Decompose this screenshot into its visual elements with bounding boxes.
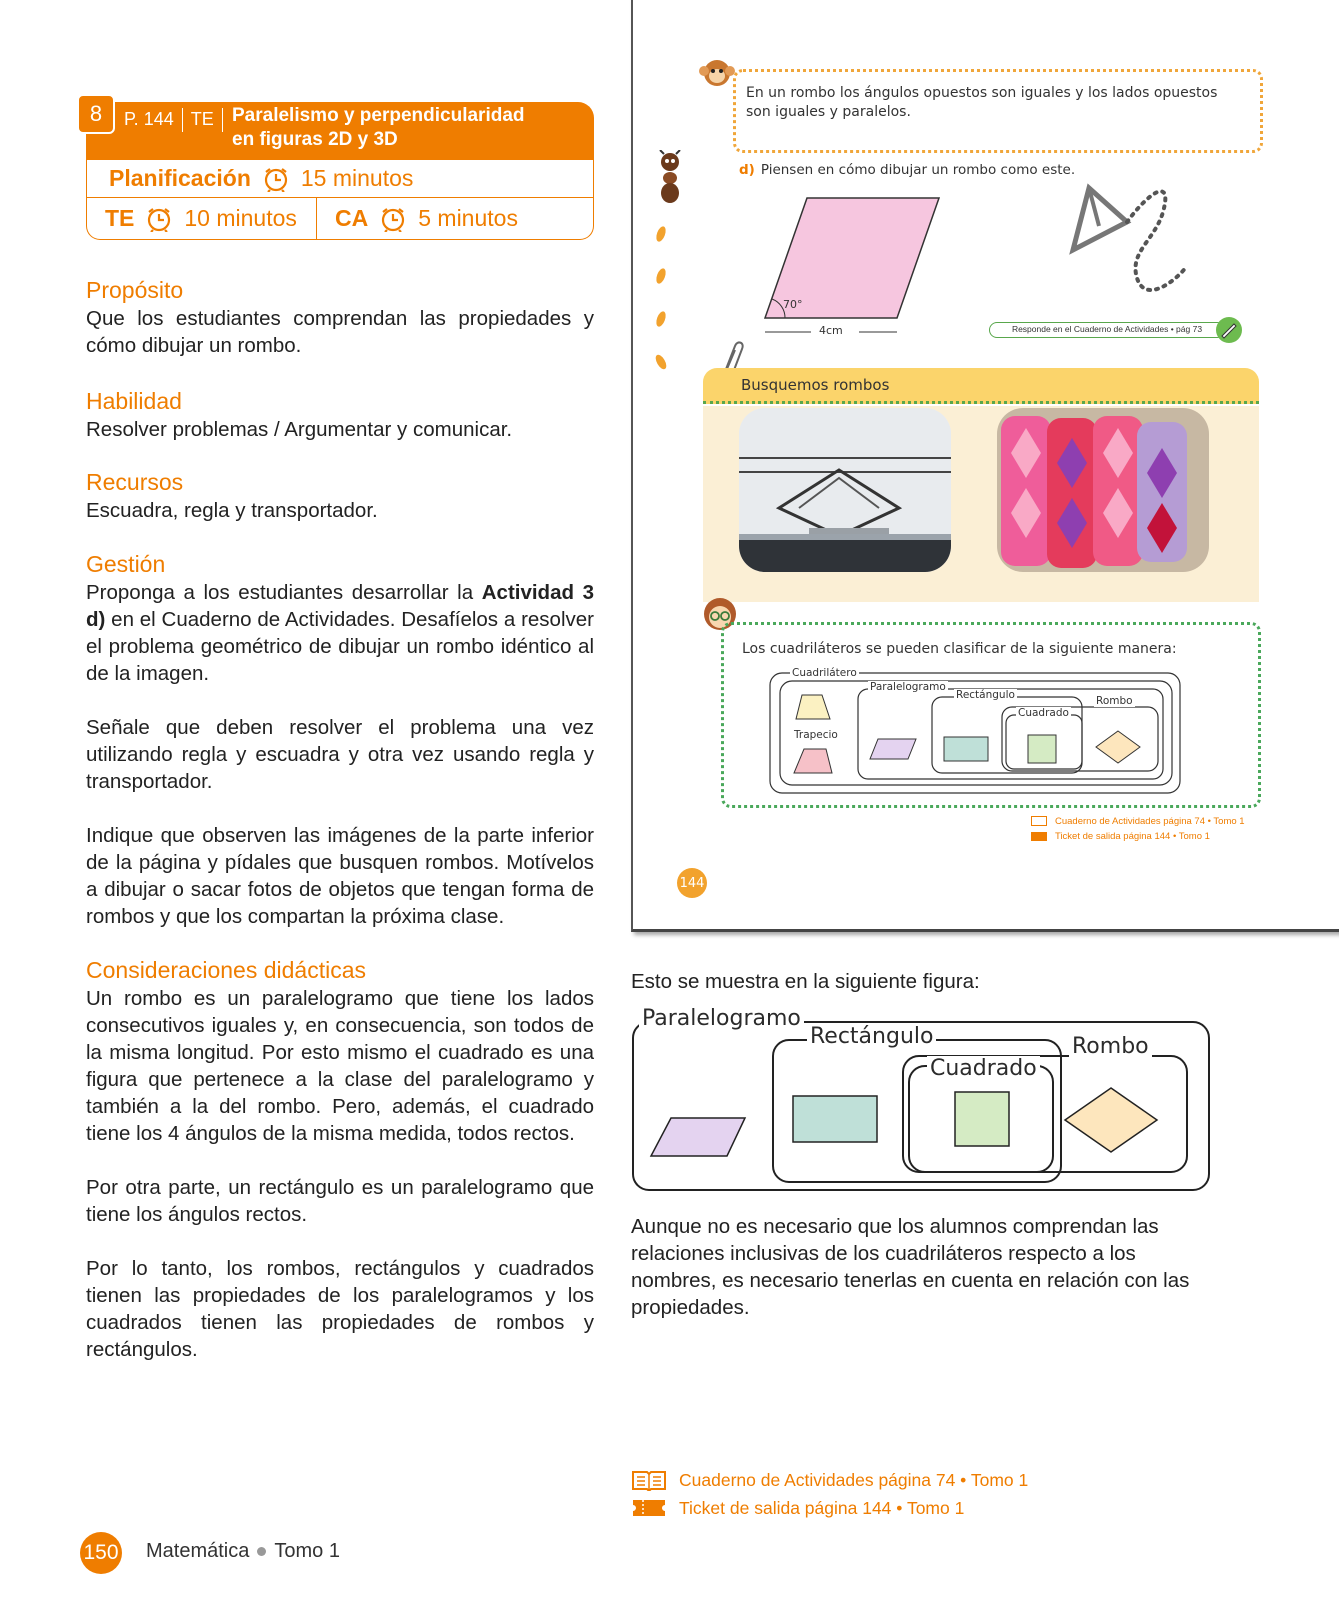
clock-icon (261, 166, 291, 192)
argyle-socks-photo (997, 408, 1209, 572)
gestion-p1-text-a: Proponga a los estudiantes desarrollar la (86, 581, 482, 604)
resource-links (631, 1466, 1028, 1522)
lesson-page-ref: P. 144 (124, 109, 174, 129)
clock-icon (144, 206, 174, 232)
inclusion-figure (631, 1002, 1211, 1192)
time-row (86, 198, 594, 240)
footer-bullet (257, 1547, 266, 1556)
activity-item-d (739, 162, 1075, 178)
footer-subject: Matemática (146, 1540, 250, 1562)
habilidad-section (86, 386, 594, 443)
cuaderno-link-text: Cuaderno de Actividades página 74 • Tomo 1 (679, 1469, 1029, 1490)
item-label: d) (739, 162, 755, 178)
ticket-icon (631, 1498, 667, 1518)
busquemos-header (703, 368, 1259, 404)
student-ticket-link[interactable] (1031, 829, 1245, 844)
lesson-title-line2: en figuras 2D y 3D (232, 129, 398, 150)
planning-time: 15 minutos (300, 165, 414, 191)
gestion-section (86, 549, 594, 930)
leaves-decoration-icon (653, 224, 669, 374)
proposito-section (86, 275, 594, 359)
figure-label-rectangulo: Rectángulo (807, 1024, 936, 1049)
student-cuaderno-text: Cuaderno de Actividades página 74 • Tomo 1 (1055, 816, 1245, 827)
student-ticket-text: Ticket de salida página 144 • Tomo 1 (1055, 831, 1210, 842)
diagram-label-cuadrilatero: Cuadrilátero (792, 667, 857, 679)
habilidad-text: Resolver problemas / Argumentar y comunicar. (86, 418, 513, 441)
lesson-number: 8 (77, 94, 115, 134)
te-time: 10 minutos (184, 205, 297, 231)
clock-icon (378, 206, 408, 232)
student-page-footer-links (1031, 814, 1245, 844)
page-number: 150 (80, 1532, 122, 1574)
ticket-link-text: Ticket de salida página 144 • Tomo 1 (679, 1497, 965, 1518)
gestion-paragraph-3: Indique que observen las imágenes de la parte inferior de la página y pídales que busquen rombos. Motívelos a dibujar o sacar fotos de objetos que tengan forma de rombos y que los compartan la próxima clase. (86, 824, 594, 928)
proposito-text: Que los estudiantes comprendan las propiedades y cómo dibujar un rombo. (86, 307, 594, 357)
open-book-icon (631, 1469, 667, 1491)
diagram-label-paralelogramo: Paralelogramo (870, 681, 946, 693)
figure-label-rombo: Rombo (1069, 1034, 1152, 1059)
consideraciones-paragraph-3: Por lo tanto, los rombos, rectángulos y cuadrados tienen las propiedades de los paralelogramos y los cuadrados tienen las propiedades de rombos y rectángulos. (86, 1257, 594, 1361)
diagram-label-trapecio: Trapecio (794, 729, 838, 741)
page-footer-info (146, 1540, 340, 1563)
item-text: Piensen en cómo dibujar un rombo como este. (760, 162, 1076, 178)
consideraciones-title: Consideraciones didácticas (86, 957, 366, 983)
lesson-header-box (86, 102, 594, 240)
recursos-section (86, 467, 594, 524)
monkey-mascot-icon (699, 58, 735, 88)
classification-box (721, 622, 1261, 808)
planning-label: Planificación (109, 165, 251, 191)
rhombus-figure (759, 192, 949, 344)
rhombus-note-box (733, 69, 1263, 153)
diagram-label-rombo: Rombo (1096, 695, 1133, 707)
gestion-title: Gestión (86, 551, 166, 577)
lesson-header (86, 102, 594, 160)
photos-panel (703, 406, 1259, 602)
gestion-p1-text-b: en el Cuaderno de Actividades. Desafíelos a resolver el problema geométrico de dibujar un rombo idéntico al de la imagen. (86, 608, 594, 685)
diagram-label-cuadrado: Cuadrado (1018, 707, 1069, 719)
lesson-title-line1: Paralelismo y perpendicularidad (232, 105, 525, 126)
figure-explanation: Aunque no es necesario que los alumnos comprendan las relaciones inclusivas de los cuadriláteros respecto a los nombres, es necesario tenerlas en cuenta en relación con las propiedades. (631, 1215, 1190, 1319)
diagram-label-rectangulo: Rectángulo (956, 689, 1015, 701)
consideraciones-paragraph-1: Un rombo es un paralelogramo que tiene los lados consecutivos iguales y, en consecuencia, son todos de la misma longitud. Por esto mismo el cuadrado es una figura que pertenece a la clase del paralelogramo y también a la del rombo. Pero, además, el cuadrado tiene los 4 ángulos de la misma medida, todos rectos. (86, 987, 594, 1145)
cuaderno-link[interactable] (631, 1466, 1028, 1494)
lesson-type: TE (190, 109, 214, 129)
gestion-paragraph-2: Señale que deben resolver el problema una vez utilizando regla y escuadra y otra vez usando regla y transportador. (86, 716, 594, 793)
ant-mascot-icon (653, 150, 687, 206)
busquemos-title: Busquemos rombos (741, 376, 890, 394)
ticket-link[interactable] (631, 1494, 1028, 1522)
figure-intro: Esto se muestra en la siguiente figura: (631, 970, 980, 993)
student-page-number: 144 (677, 868, 707, 898)
ticket-icon (1031, 832, 1047, 841)
ca-label: CA (335, 205, 369, 231)
side-label: 4cm (819, 324, 843, 337)
footer-volume: Tomo 1 (274, 1540, 340, 1562)
figure-label-paralelogramo: Paralelogramo (639, 1006, 804, 1031)
angle-label: 70° (783, 298, 803, 311)
book-icon (1031, 816, 1047, 826)
consideraciones-paragraph-2: Por otra parte, un rectángulo es un paralelogramo que tiene los ángulos rectos. (86, 1176, 594, 1226)
gestion-p1-bold: Actividad 3 d) (86, 581, 594, 631)
te-time-cell (87, 198, 317, 239)
consideraciones-section (86, 955, 594, 1363)
respond-badge: Responde en el Cuaderno de Actividades • pág 73 (989, 322, 1225, 338)
gestion-paragraph-1 (86, 579, 594, 687)
proposito-title: Propósito (86, 277, 184, 303)
lesson-reference (124, 106, 231, 132)
student-cuaderno-link[interactable] (1031, 814, 1245, 829)
ca-time: 5 minutos (418, 205, 518, 231)
pencil-badge-icon (1215, 316, 1243, 344)
recursos-title: Recursos (86, 469, 184, 495)
classify-text: Los cuadriláteros se pueden clasificar de la siguiente manera: (742, 641, 1177, 657)
rhombus-note-text: En un rombo los ángulos opuestos son iguales y los lados opuestos son iguales y paralelos. (746, 85, 1218, 120)
recursos-text: Escuadra, regla y transportador. (86, 499, 378, 522)
pantograph-photo (739, 408, 951, 572)
student-page-thumbnail (631, 0, 1339, 932)
lesson-title (232, 104, 572, 152)
figure-label-cuadrado: Cuadrado (927, 1056, 1040, 1081)
paper-plane-icon (1069, 182, 1193, 310)
ca-time-cell (317, 198, 518, 239)
habilidad-title: Habilidad (86, 388, 182, 414)
te-label: TE (105, 205, 135, 231)
planning-row (86, 160, 594, 198)
